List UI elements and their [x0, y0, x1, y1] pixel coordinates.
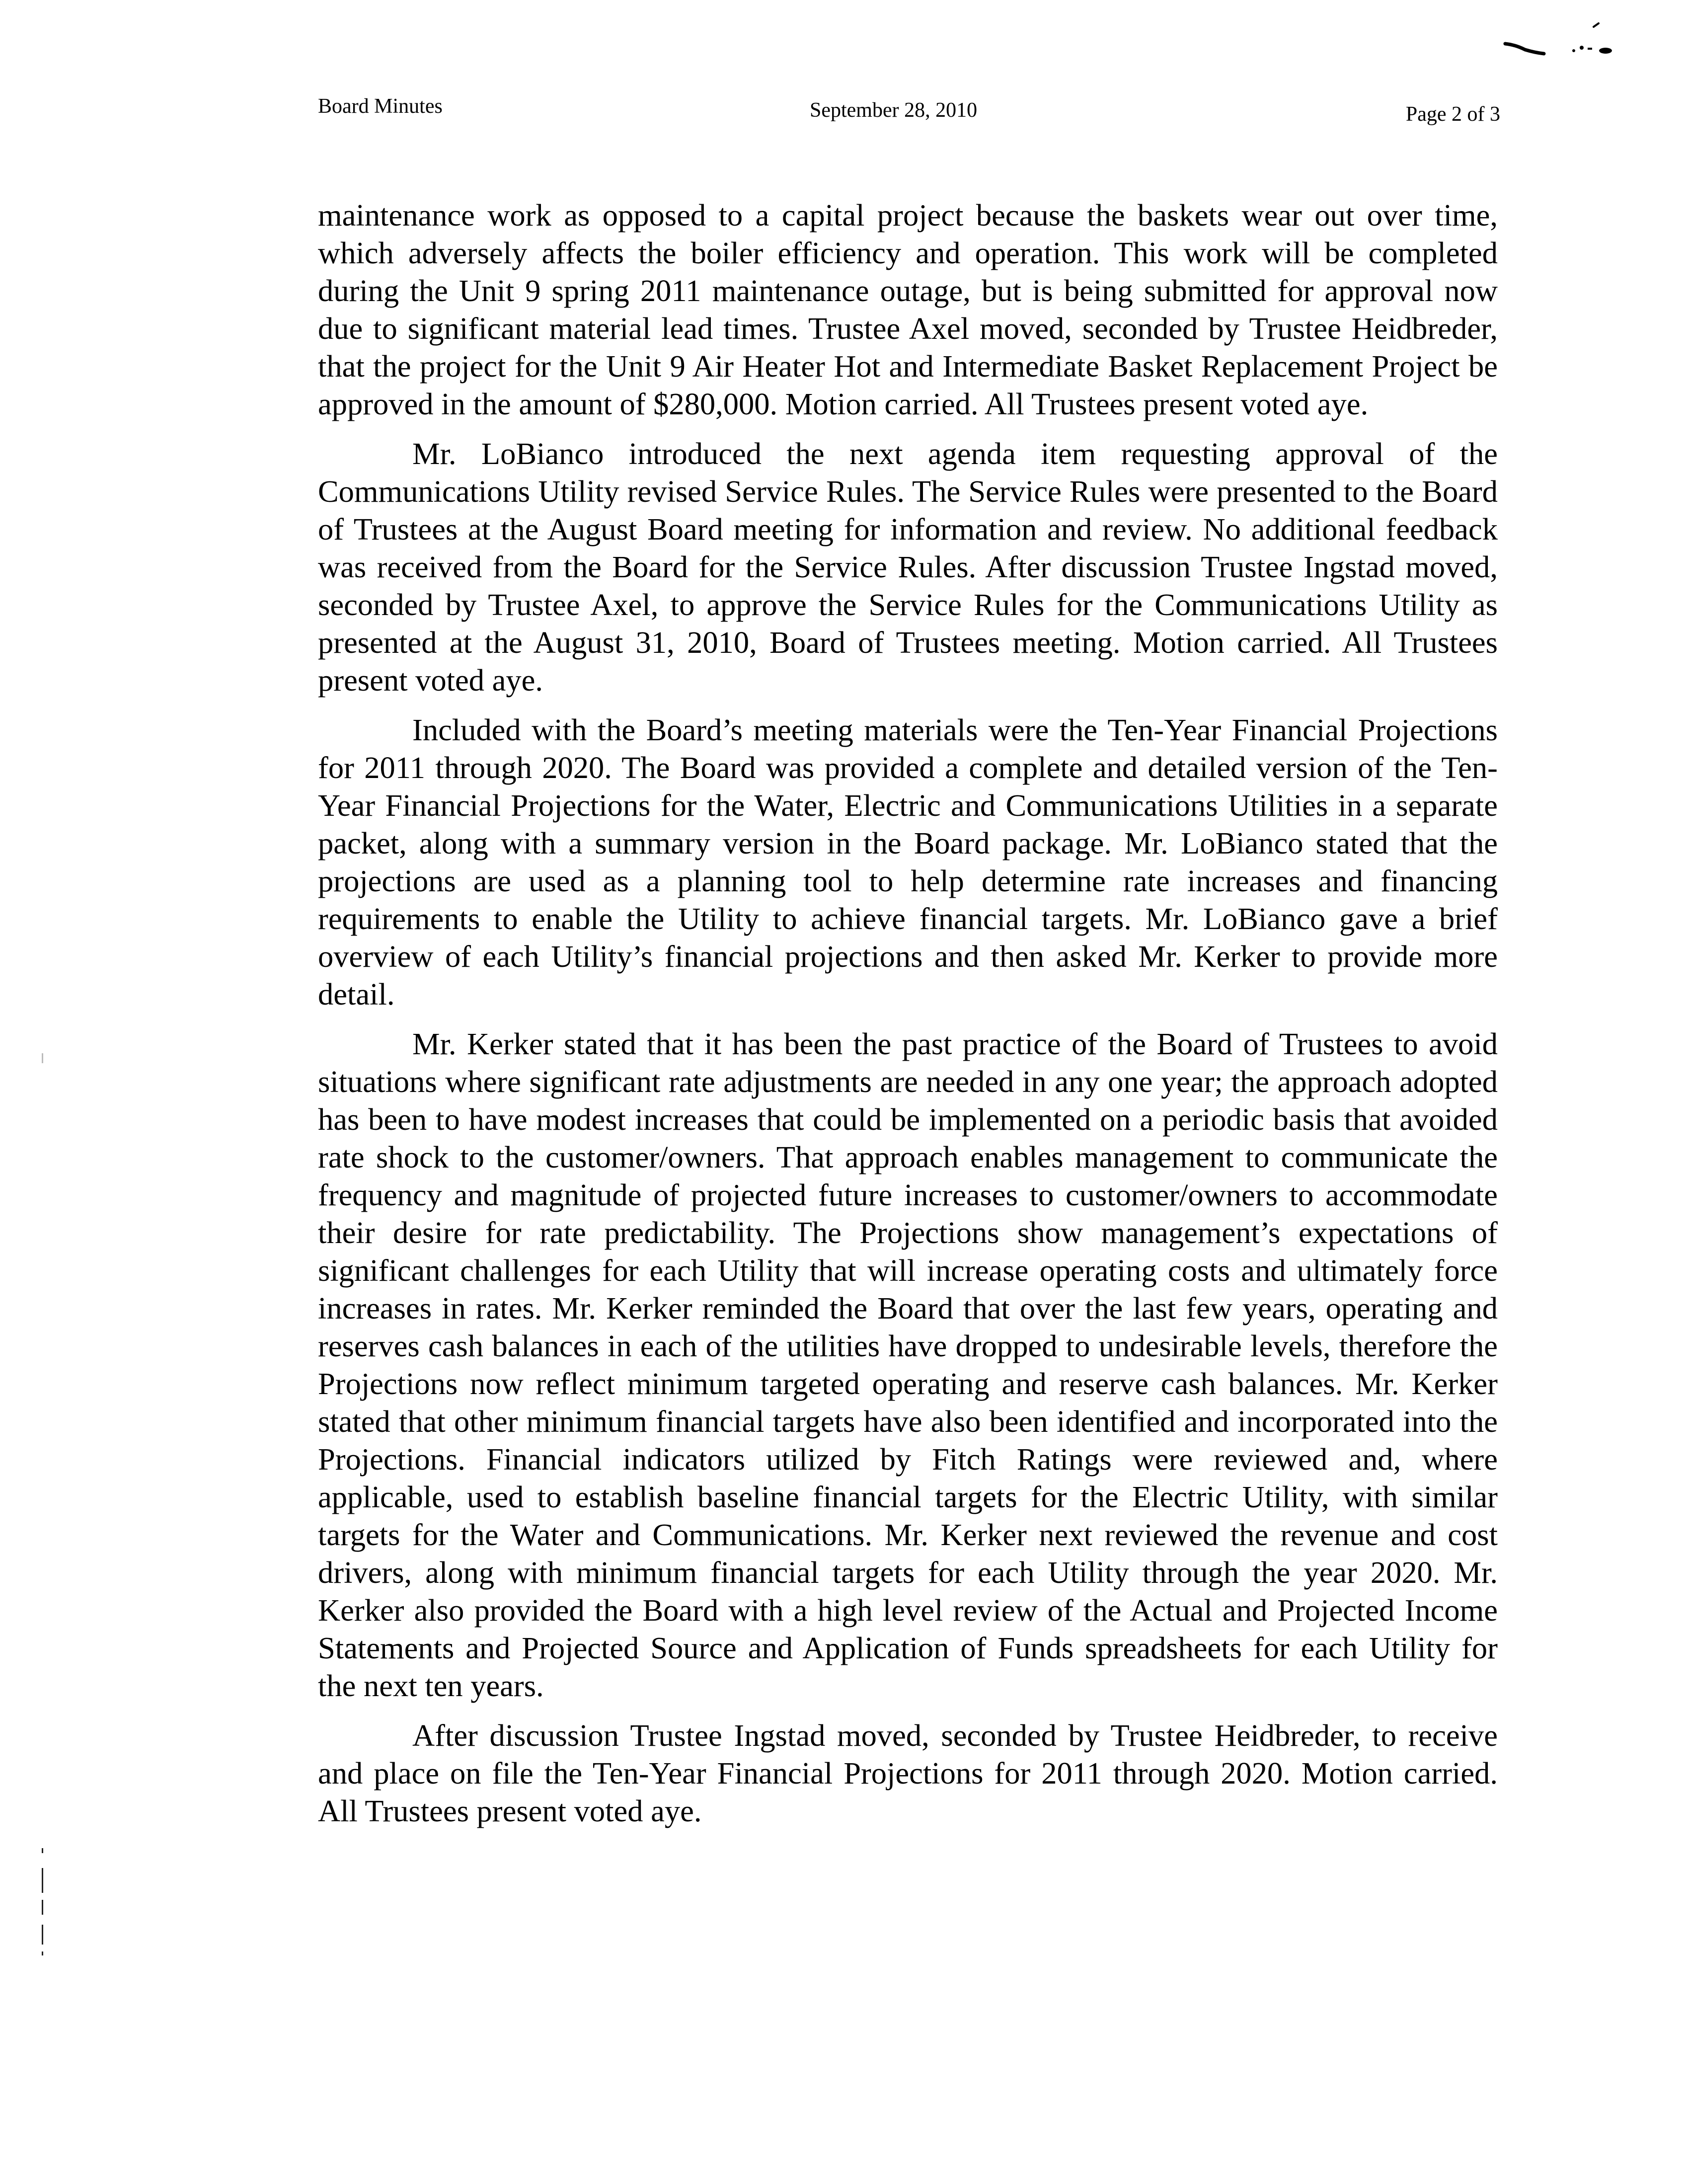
- header-page-number: Page 2 of 3: [1405, 103, 1500, 126]
- scan-margin-marks-upper: [42, 1053, 44, 1070]
- scan-artifact-mark: [1500, 10, 1659, 60]
- paragraph-receive-and-file: After discussion Trustee Ingstad moved, seconded by Trustee Heidbreder, to receive and place on file the Ten-Year Financial Projections for 2011 through 2020. Motion carried. All Trustees present voted aye.: [318, 1718, 1498, 1828]
- document-body: [318, 196, 1498, 1842]
- scan-margin-marks: [42, 1848, 44, 1962]
- paragraph-service-rules: Mr. LoBianco introduced the next agenda item requesting approval of the Communications Utility revised Service Rules. The Service Rules were presented to the Board of Trustees at the August Board meeting for information and review. No additional feedback was received from the Board for the Service Rules. After discussion Trustee Ingstad moved, seconded by Trustee Axel, to approve the Service Rules for the Communications Utility as presented at the August 31, 2010, Board of Trustees meeting. Motion carried. All Trustees present voted aye.: [318, 436, 1498, 698]
- page-header: [318, 94, 1500, 134]
- paragraph-kerker-review: Mr. Kerker stated that it has been the past practice of the Board of Trustees to avoid situations where significant rate adjustments are needed in any one year; the approach adopted has been to have modest increases that could be implemented on a periodic basis that avoided rate shock to the customer/owners. That approach enables management to communicate the frequency and magnitude of projected future increases to customer/owners to accommodate their desire for rate predictability. The Projections show management’s expectations of significant challenges for each Utility that will increase operating costs and ultimately force increases in rates. Mr. Kerker reminded the Board that over the last few years, operating and reserves cash balances in each of the utilities have dropped to undesirable levels, therefore the Projections now reflect minimum targeted operating and reserve cash balances. Mr. Kerker stated that other minimum financial targets have also been identified and incorporated into the Projections. Financial indicators utilized by Fitch Ratings were reviewed and, where applicable, used to establish baseline financial targets for the Electric Utility, with similar targets for the Water and Communications. Mr. Kerker next reviewed the revenue and cost drivers, along with minimum financial targets for each Utility through the year 2020. Mr. Kerker also provided the Board with a high level review of the Actual and Projected Income Statements and Projected Source and Application of Funds spreadsheets for each Utility for the next ten years.: [318, 1026, 1498, 1703]
- header-date: September 28, 2010: [810, 99, 978, 122]
- paragraph-air-heater-approval: maintenance work as opposed to a capital project because the baskets wear out over time, which adversely affects the boiler efficiency and operation. This work will be completed during the Unit 9 spring 2011 maintenance outage, but is being submitted for approval now due to significant material lead times. Trustee Axel moved, seconded by Trustee Heidbreder, that the project for the Unit 9 Air Heater Hot and Intermediate Basket Replacement Project be approved in the amount of $280,000. Motion carried. All Trustees present voted aye.: [318, 198, 1498, 421]
- paragraph-ten-year-projections: Included with the Board’s meeting materials were the Ten-Year Financial Projections for 2011 through 2020. The Board was provided a complete and detailed version of the Ten-Year Financial Projections for the Water, Electric and Communications Utilities in a separate packet, along with a summary version in the Board package. Mr. LoBianco stated that the projections are used as a planning tool to help determine rate increases and financing requirements to enable the Utility to achieve financial targets. Mr. LoBianco gave a brief overview of each Utility’s financial projections and then asked Mr. Kerker to provide more detail.: [318, 712, 1498, 1012]
- header-document-title: Board Minutes: [318, 95, 443, 118]
